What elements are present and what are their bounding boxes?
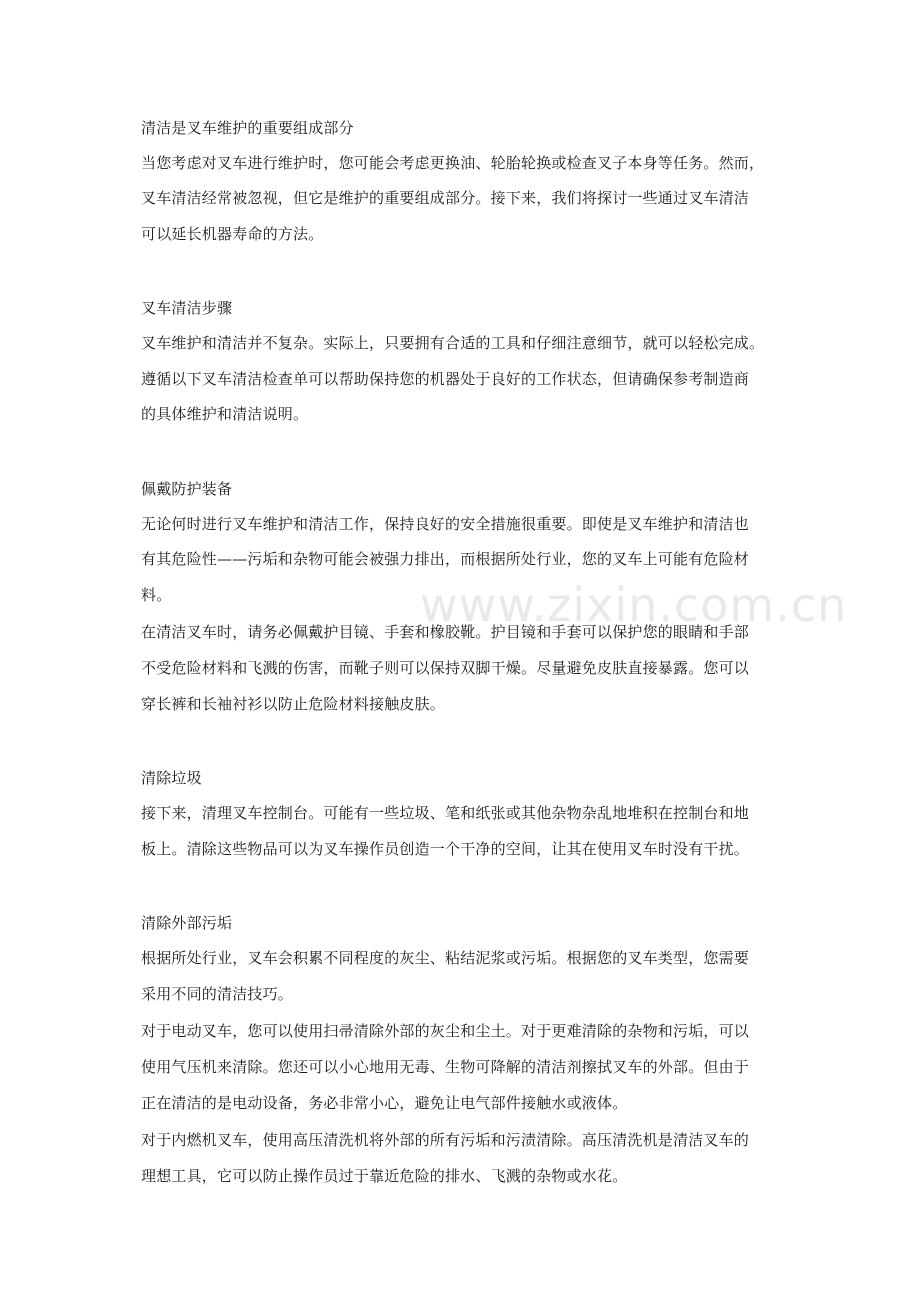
paragraph-line: 根据所处行业，叉车会积累不同程度的灰尘、粘结泥浆或污垢。根据您的叉车类型，您需要: [141, 949, 750, 967]
paragraph-line: 板上。清除这些物品可以为叉车操作员创造一个干净的空间，让其在使用叉车时没有干扰。: [141, 840, 750, 858]
paragraph-line: 对于电动叉车，您可以使用扫帚清除外部的灰尘和尘土。对于更难清除的杂物和污垢，可以: [141, 1022, 750, 1040]
paragraph-line: 叉车清洁经常被忽视，但它是维护的重要组成部分。接下来，我们将探讨一些通过叉车清洁: [141, 189, 750, 207]
paragraph-line: 理想工具，它可以防止操作员过于靠近危险的排水、飞溅的杂物或水花。: [141, 1167, 628, 1185]
paragraph-line: 的具体维护和清洁说明。: [141, 405, 309, 423]
paragraph-line: 正在清洁的是电动设备，务必非常小心，避免让电气部件接触水或液体。: [141, 1094, 628, 1112]
section-heading: 清洁是叉车维护的重要组成部分: [141, 119, 354, 137]
section-heading: 佩戴防护装备: [141, 480, 233, 498]
paragraph-line: 有其危险性——污垢和杂物可能会被强力排出，而根据所处行业，您的叉车上可能有危险材: [141, 550, 750, 568]
section-heading: 清除垃圾: [141, 769, 202, 787]
watermark: www.zixin.com.cn: [420, 578, 848, 632]
section-heading: 叉车清洁步骤: [141, 299, 233, 317]
paragraph-line: 当您考虑对叉车进行维护时，您可能会考虑更换油、轮胎轮换或检查叉子本身等任务。然而，: [141, 154, 765, 172]
paragraph-line: 料。: [141, 586, 172, 604]
paragraph-line: 可以延长机器寿命的方法。: [141, 225, 324, 243]
paragraph-line: 无论何时进行叉车维护和清洁工作，保持良好的安全措施很重要。即使是叉车维护和清洁也: [141, 515, 750, 533]
paragraph-line: 遵循以下叉车清洁检查单可以帮助保持您的机器处于良好的工作状态，但请确保参考制造商: [141, 370, 750, 388]
paragraph-line: 接下来，清理叉车控制台。可能有一些垃圾、笔和纸张或其他杂物杂乱地堆积在控制台和地: [141, 804, 750, 822]
section-heading: 清除外部污垢: [141, 914, 233, 932]
paragraph-line: 对于内燃机叉车，使用高压清洗机将外部的所有污垢和污渍清除。高压清洗机是清洁叉车的: [141, 1131, 750, 1149]
paragraph-line: 叉车维护和清洁并不复杂。实际上，只要拥有合适的工具和仔细注意细节，就可以轻松完成。: [141, 334, 765, 352]
paragraph-line: 在清洁叉车时，请务必佩戴护目镜、手套和橡胶靴。护目镜和手套可以保护您的眼睛和手部: [141, 623, 750, 641]
paragraph-line: 不受危险材料和飞溅的伤害，而靴子则可以保持双脚干燥。尽量避免皮肤直接暴露。您可以: [141, 659, 750, 677]
paragraph-line: 采用不同的清洁技巧。: [141, 985, 294, 1003]
paragraph-line: 穿长裤和长袖衬衫以防止危险材料接触皮肤。: [141, 695, 446, 713]
paragraph-line: 使用气压机来清除。您还可以小心地用无毒、生物可降解的清洁剂擦拭叉车的外部。但由于: [141, 1058, 750, 1076]
